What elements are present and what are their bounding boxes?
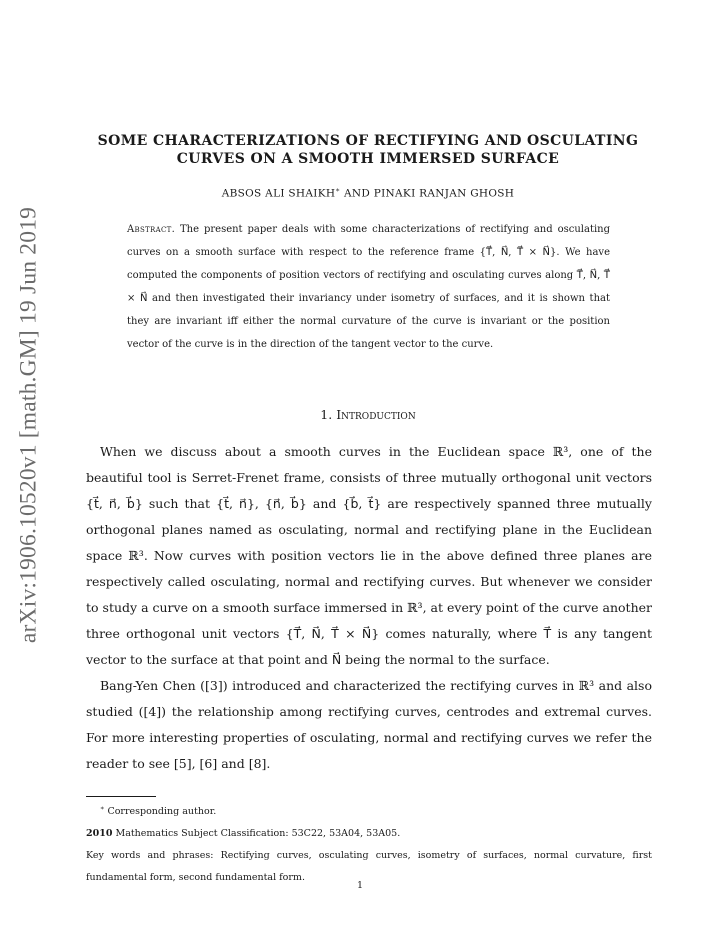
msc-text: Mathematics Subject Classification: 53C22, 53A04, 53A05. (112, 828, 401, 840)
paper-title: SOME CHARACTERIZATIONS OF RECTIFYING AND OSCULATING CURVES ON A SMOOTH IMMERSED SURFACE (97, 133, 639, 167)
arxiv-stamp-text: arXiv:1906.10520v1 [math.GM] 19 Jun 2019 (15, 206, 42, 644)
other-authors: AND PINAKI RANJAN GHOSH (340, 187, 515, 200)
corresponding-author-text: Corresponding author. (104, 806, 217, 818)
msc-year: 2010 (86, 828, 113, 840)
introduction-body (86, 439, 652, 777)
paragraph: Bang-Yen Chen ([3]) introduced and characterized the rectifying curves in ℝ³ and also studied ([4]) the relationship among rectifying curves, centrodes and extremal curves. For more interesting properties of osculating, normal and rectifying curves we refer the reader to see [5], [6] and [8]. (86, 678, 652, 771)
abstract-label: Abstract. (127, 224, 176, 235)
paragraph: When we discuss about a smooth curves in the Euclidean space ℝ³, one of the beautiful tool is Serret-Frenet frame, consists of three mutually orthogonal unit vectors {t⃗, n⃗, b⃗} such that {t⃗, n⃗}, {n⃗, b⃗} and {b⃗, t⃗} are respectively spanned three mutually orthogonal planes named as osculating, normal and rectifying plane in the Euclidean space ℝ³. Now curves with position vectors lie in the above defined three planes are respectively called osculating, normal and rectifying curves. But whenever we consider to study a curve on a smooth surface immersed in ℝ³, at every point of the curve another three orthogonal unit vectors {T⃗, N⃗, T⃗ × N⃗} comes naturally, where T⃗ is any tangent vector to the surface at that point and N⃗ being the normal to the surface. (86, 444, 652, 667)
keywords: Key words and phrases: Rectifying curves, osculating curves, isometry of surfaces, normal curvature, first fundamental form, second fundamental form. (86, 850, 652, 884)
abstract (127, 218, 610, 356)
msc-classification (86, 823, 652, 845)
corresponding-author-note (86, 797, 652, 823)
abstract-text: The present paper deals with some characterizations of rectifying and osculating curves on a smooth surface with respect to the reference frame {T⃗, N⃗, T⃗ × N⃗}. We have computed the components of position vectors of rectifying and osculating curves along T⃗, N⃗, T⃗ × N⃗ and then investigated their invariancy under isometry of surfaces, and it is shown that they are invariant iff either the normal curvature of the curve is invariant or the position vector of the curve is in the direction of the tangent vector to the curve. (127, 224, 610, 350)
first-author: ABSOS ALI SHAIKH (221, 187, 336, 200)
footnotes (86, 797, 652, 889)
section-heading (84, 407, 652, 422)
footnote-marker: ∗ (100, 804, 105, 812)
author-line (84, 186, 652, 200)
section-title: Introduction (336, 407, 416, 422)
arxiv-stamp (14, 205, 44, 645)
page-number: 1 (356, 880, 364, 891)
section-number: 1. (320, 407, 333, 422)
corresponding-marker: ∗ (335, 186, 341, 194)
